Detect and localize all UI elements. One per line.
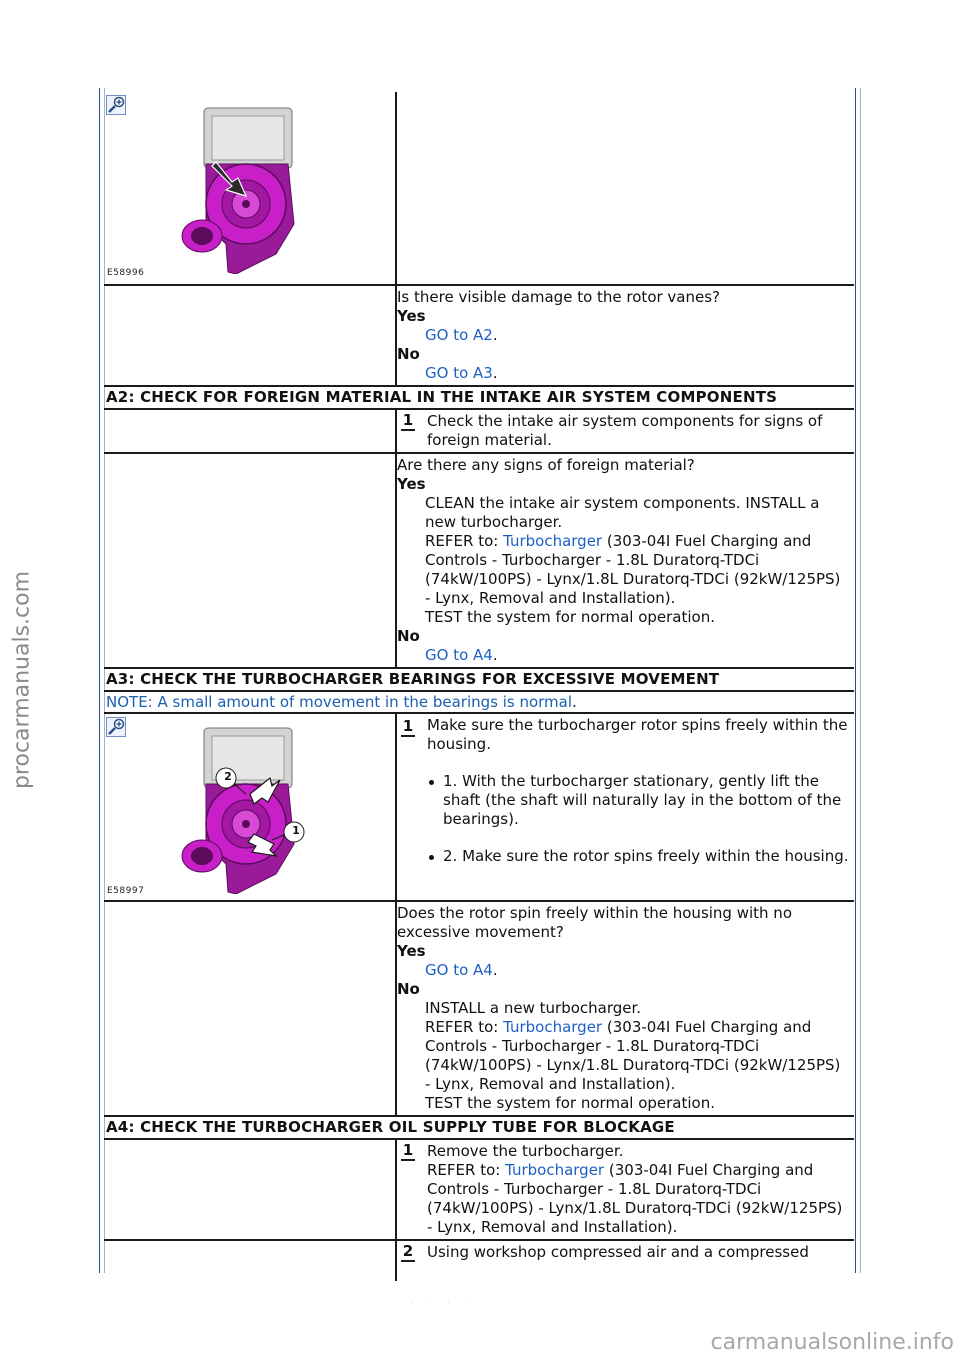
turbocharger-link[interactable]: Turbocharger xyxy=(503,1018,603,1036)
question-text: Does the rotor spin freely within the housing with no excessive movement? xyxy=(397,904,792,941)
figure-code: E58996 xyxy=(107,268,145,278)
turbocharger-link[interactable]: Turbocharger xyxy=(503,532,603,550)
question-row-a2: Are there any signs of foreign material? Yes CLEAN the intake air system components. INSTALL a new turbocharger. REFER to: Turbocharger (303-04I Fuel Charging and Controls - Turbocharger - 1.8L Duratorq-TDCi (74kW/100PS) - Lynx/1.8L Duratorq-TDCi (92kW/125PS) - Lynx, Removal and Installation). TEST the system for normal operation. No GO to A4. xyxy=(104,454,854,669)
watermark-side-text: procarmanuals.com xyxy=(9,570,35,790)
step-number: 1 xyxy=(402,1141,414,1159)
question-text: Is there visible damage to the rotor vanes? xyxy=(397,288,721,306)
no-action: INSTALL a new turbocharger. xyxy=(425,999,642,1017)
bullet-item: 1. With the turbocharger stationary, gently lift the shaft (the shaft will naturally lay in the bottom of the bearings). xyxy=(397,772,850,829)
step-text: Check the intake air system components for signs of foreign material. xyxy=(427,412,823,449)
section-heading-a2: A2: CHECK FOR FOREIGN MATERIAL IN THE INTAKE AIR SYSTEM COMPONENTS xyxy=(104,387,854,410)
step-row-a4-2 xyxy=(104,1241,854,1281)
question-row-a3: Does the rotor spin freely within the housing with no excessive movement? Yes GO to A4. No INSTALL a new turbocharger. REFER to: Turbocharger (303-04I Fuel Charging and Controls - Turbocharger - 1.8L Duratorq-TDCi (74kW/100PS) - Lynx/1.8L Duratorq-TDCi (92kW/125PS) - Lynx, Removal and Installation). TEST the system for normal operation. xyxy=(104,902,854,1117)
figure-cell-a1 xyxy=(104,92,397,284)
step-number: 2 xyxy=(402,1242,414,1260)
turbocharger-illustration xyxy=(176,104,306,274)
step-number: 1 xyxy=(402,717,414,735)
yes-label: Yes xyxy=(397,307,426,325)
question-cell-a1: Is there visible damage to the rotor vanes? Yes GO to A2. No GO to A3. xyxy=(397,286,854,385)
watermark-side xyxy=(2,570,42,790)
test-text: TEST the system for normal operation. xyxy=(425,608,715,626)
section-heading-a3: A3: CHECK THE TURBOCHARGER BEARINGS FOR EXCESSIVE MOVEMENT xyxy=(104,669,854,692)
figure-cell-a3 xyxy=(104,714,397,900)
goto-a4-link[interactable]: GO to A4 xyxy=(425,646,493,664)
watermark-bottom: carmanualsonline.info xyxy=(710,1330,954,1355)
no-label: No xyxy=(397,345,420,363)
step-row-a4-1: 1 Remove the turbocharger. REFER to: Turbocharger (303-04I Fuel Charging and Controls - Turbocharger - 1.8L Duratorq-TDCi (74kW/100PS) - Lynx/1.8L Duratorq-TDCi (92kW/125PS) - Lynx, Removal and Installation). xyxy=(104,1140,854,1241)
diagnostic-table xyxy=(104,92,854,1281)
test-text: TEST the system for normal operation. xyxy=(425,1094,715,1112)
yes-label: Yes xyxy=(397,475,426,493)
note: NOTE: A small amount of movement in the bearings is normal. xyxy=(104,692,854,714)
page-frame-left xyxy=(99,88,100,1273)
question-text: Are there any signs of foreign material? xyxy=(397,456,695,474)
step-text: Remove the turbocharger. xyxy=(427,1142,624,1160)
figure-row-a1-right xyxy=(397,92,854,284)
page-frame-right xyxy=(855,88,856,1273)
step-text: Using workshop compressed air and a compressed xyxy=(427,1243,809,1261)
yes-action: CLEAN the intake air system components. INSTALL a new turbocharger. xyxy=(425,494,820,531)
no-label: No xyxy=(397,627,420,645)
yes-label: Yes xyxy=(397,942,426,960)
goto-a4-link[interactable]: GO to A4 xyxy=(425,961,493,979)
faint-footer: · · · · xyxy=(410,1298,475,1309)
zoom-in-icon[interactable] xyxy=(106,95,126,115)
goto-a3-link[interactable]: GO to A3 xyxy=(425,364,493,382)
turbocharger-link[interactable]: Turbocharger xyxy=(505,1161,605,1179)
no-label: No xyxy=(397,980,420,998)
figure-row-a1 xyxy=(104,92,854,286)
step-text: Make sure the turbocharger rotor spins freely within the housing. xyxy=(427,716,848,753)
step-number: 1 xyxy=(402,411,414,429)
figure-code: E58997 xyxy=(107,886,145,896)
step-row-a2-1 xyxy=(104,410,854,454)
question-row-a1 xyxy=(104,286,854,387)
goto-a2-link[interactable]: GO to A2 xyxy=(425,326,493,344)
section-heading-a4: A4: CHECK THE TURBOCHARGER OIL SUPPLY TUBE FOR BLOCKAGE xyxy=(104,1117,854,1140)
bullet-item: 2. Make sure the rotor spins freely within the housing. xyxy=(397,847,850,866)
zoom-in-icon[interactable] xyxy=(106,717,126,737)
figure-row-a3 xyxy=(104,714,854,902)
callout-1: 1 xyxy=(292,824,300,837)
turbocharger-bearing-illustration xyxy=(176,724,316,894)
page-frame-right-inner xyxy=(860,88,861,1273)
callout-2: 2 xyxy=(224,770,232,783)
